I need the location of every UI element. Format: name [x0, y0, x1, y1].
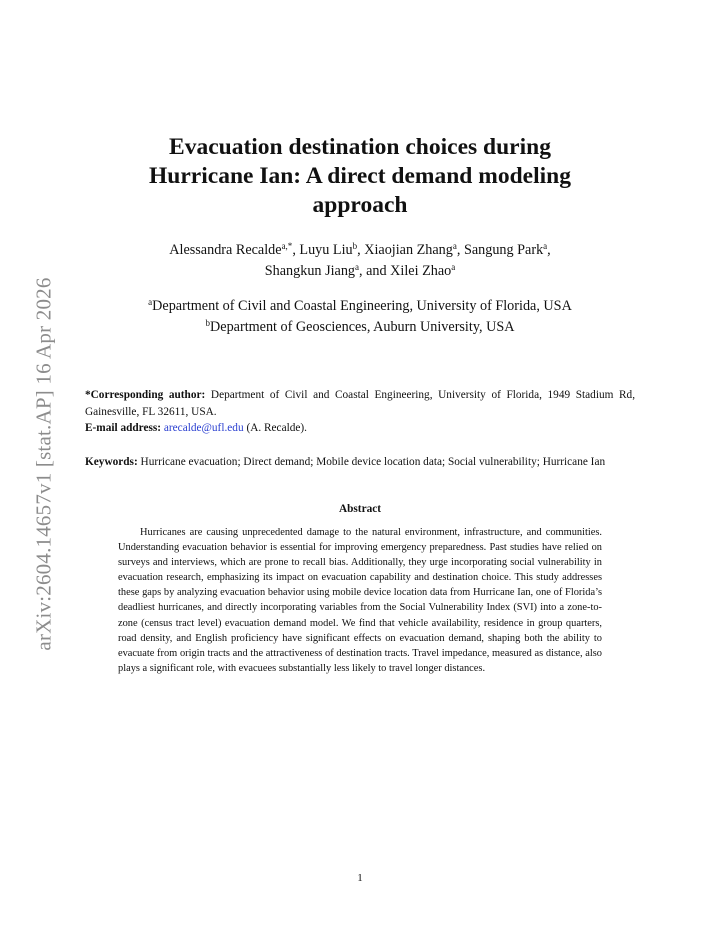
email-link[interactable]: arecalde@ufl.edu — [163, 422, 244, 434]
corresponding-author-label: *Corresponding author: — [85, 389, 206, 401]
email-label: E-mail address: — [85, 422, 162, 434]
author-name: Alessandra Recalde — [169, 242, 282, 258]
author-name: Xilei Zhao — [390, 263, 452, 279]
author-separator: , — [357, 242, 365, 258]
affiliation-mark: b — [205, 318, 211, 328]
author-name: Sangung Park — [463, 242, 544, 258]
author-separator: , — [456, 242, 464, 258]
author-separator: , — [292, 242, 300, 258]
page-number: 1 — [357, 872, 363, 884]
title-line: Hurricane Ian: A direct demand modeling — [149, 163, 571, 189]
keywords-block — [85, 454, 635, 471]
author-name: Xiaojian Zhang — [364, 242, 453, 258]
affiliation-text: Department of Civil and Coastal Engineering, University of Florida, USA — [152, 298, 572, 314]
author-affiliation-mark: a — [451, 262, 456, 272]
title-line: approach — [312, 192, 408, 218]
arxiv-identifier-stamp: arXiv:2604.14657v1 [stat.AP] 16 Apr 2026 — [31, 277, 56, 651]
author-separator: , — [547, 242, 551, 258]
affiliation — [85, 296, 635, 317]
corresponding-author-address: Department of Civil and Coastal Engineering, University of Florida, 1949 Stadium Rd, Gainesville, FL 32611, USA. — [85, 389, 636, 418]
author-affiliation-mark: a — [355, 262, 360, 272]
author-affiliation-mark: a,* — [281, 241, 293, 251]
author-list — [85, 240, 635, 282]
affiliations — [85, 296, 635, 338]
author-name: Shangkun Jiang — [264, 263, 356, 279]
affiliation-mark: a — [148, 297, 153, 307]
email-suffix: (A. Recalde). — [246, 422, 307, 434]
abstract-heading: Abstract — [338, 503, 382, 515]
author-affiliation-mark: a — [452, 241, 457, 251]
affiliation — [85, 317, 635, 338]
paper-title — [85, 133, 635, 220]
affiliation-text: Department of Geosciences, Auburn University, USA — [210, 319, 515, 335]
author-name: Luyu Liu — [299, 242, 353, 258]
corresponding-author-block — [85, 387, 635, 437]
keywords-label: Keywords: — [85, 456, 138, 468]
author-affiliation-mark: b — [352, 241, 358, 251]
title-line: Evacuation destination choices during — [169, 134, 551, 160]
author-affiliation-mark: a — [543, 241, 548, 251]
abstract-text: Hurricanes are causing unprecedented damage to the natural environment, infrastructure, and communities. Understanding evacuation behavior is essential for improving emergency preparedness. Past studies have relied on surveys and interviews, which are prone to recall bias. Additionally, they urge incorporating social vulnerability in evacuation research, emphasizing its impact on evacuation capability and destination choice. This study addresses these gaps by analyzing evacuation behavior using mobile device location data from Hurricane Ian, one of Florida’s deadliest hurricanes, and directly incorporating variables from the Social Vulnerability Index (SVI) into a zone-to-zone (census tract level) evacuation demand model. We find that vehicle availability, residence in group quarters, road density, and English proficiency have significant effects on evacuation demand, shaping both the ability to evacuate from origin tracts and the attractiveness of destination tracts. Travel impedance, measured as distance, also plays a significant role, with evacuees substantially less likely to travel longer distances. — [118, 527, 602, 674]
keywords-text: Hurricane evacuation; Direct demand; Mobile device location data; Social vulnerability; Hurricane Ian — [140, 456, 606, 468]
author-separator: , and — [359, 263, 391, 279]
email-line — [85, 420, 635, 437]
